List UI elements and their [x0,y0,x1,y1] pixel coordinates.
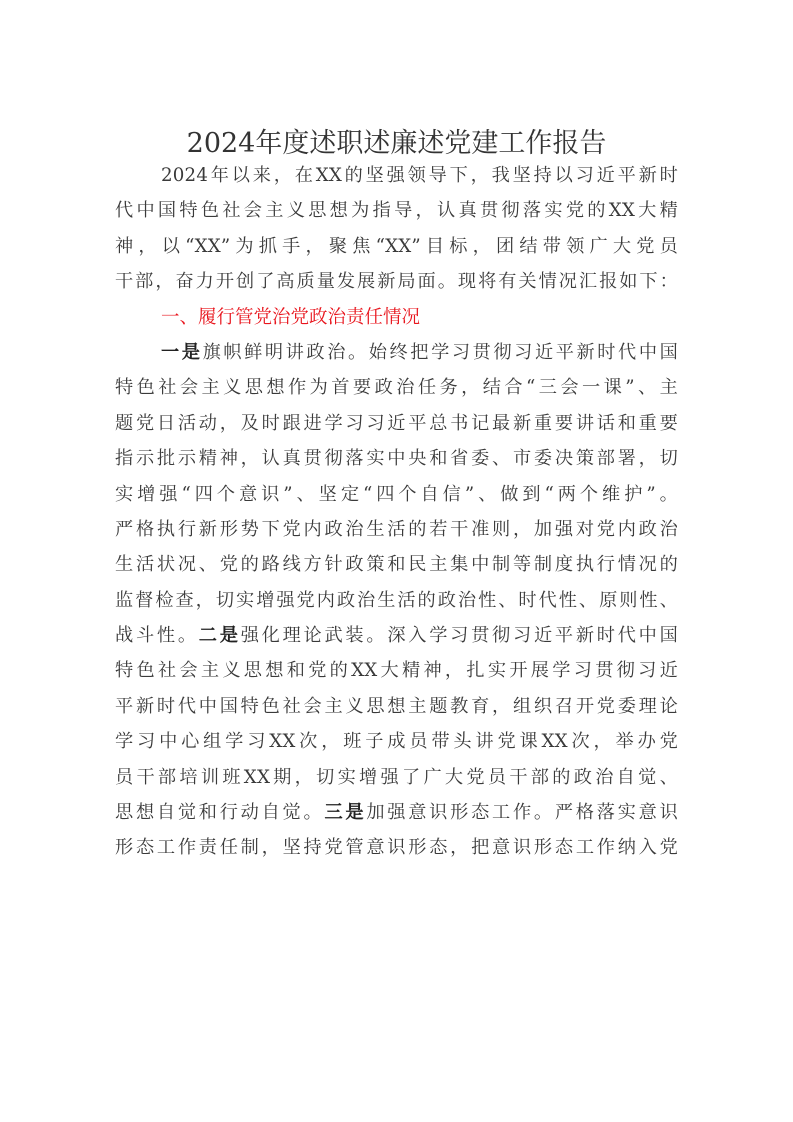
body-line: 实增强“四个意识”、坚定“四个自信”、做到“两个维护”。 [115,483,678,505]
body-line: 严格执行新形势下党内政治生活的若干准则，加强对党内政治 [115,518,678,540]
body-line [115,618,678,653]
body-line [115,795,678,830]
body-line: 特色社会主义思想作为首要政治任务，结合“三会一课”、主 [115,377,678,399]
body-line: 题党日活动，及时跟进学习习近平总书记最新重要讲话和重要 [115,412,678,434]
body-line: 员干部培训班XX期，切实增强了广大党员干部的政治自觉、 [115,766,678,788]
body-line: 形态工作责任制，坚持党管意识形态，把意识形态工作纳入党 [115,837,678,859]
body-text: 思想自觉和行动自觉。 [115,802,325,824]
body-text: 加强意识形态工作。严格落实意识 [366,802,678,824]
intro-line: 干部，奋力开创了高质量发展新局面。现将有关情况汇报如下： [115,271,678,293]
body-line: 特色社会主义思想和党的XX大精神，扎实开展学习贯彻习近 [115,660,678,682]
intro-line: 2024年以来，在XX的坚强领导下，我坚持以习近平新时 [161,165,678,186]
document-body [115,158,678,866]
point-three-label: 三是 [324,802,367,824]
point-one-label: 一是 [161,341,203,363]
body-line: 指示批示精神，认真贯彻落实中央和省委、市委决策部署，切 [115,448,678,470]
body-line: 监督检查，切实增强党内政治生活的政治性、时代性、原则性、 [115,589,678,611]
body-line [115,335,678,370]
point-two-label: 二是 [198,625,241,647]
section-heading: 一、履行管党治党政治责任情况 [161,306,421,328]
body-text: 战斗性。 [115,625,199,647]
body-line: 平新时代中国特色社会主义思想主题教育，组织召开党委理论 [115,695,678,717]
body-text: 旗帜鲜明讲政治。始终把学习贯彻习近平新时代中国 [202,341,678,363]
intro-line: 神，以“XX”为抓手，聚焦“XX”目标，团结带领广大党员 [115,235,678,257]
body-line: 生活状况、党的路线方针政策和民主集中制等制度执行情况的 [115,554,678,576]
body-text: 强化理论武装。深入学习贯彻习近平新时代中国 [240,625,679,647]
document-title: 2024年度述职述廉述党建工作报告 [186,128,607,159]
intro-line: 代中国特色社会主义思想为指导，认真贯彻落实党的XX大精 [115,200,678,222]
body-line: 学习中心组学习XX次，班子成员带头讲党课XX次，举办党 [115,731,678,753]
